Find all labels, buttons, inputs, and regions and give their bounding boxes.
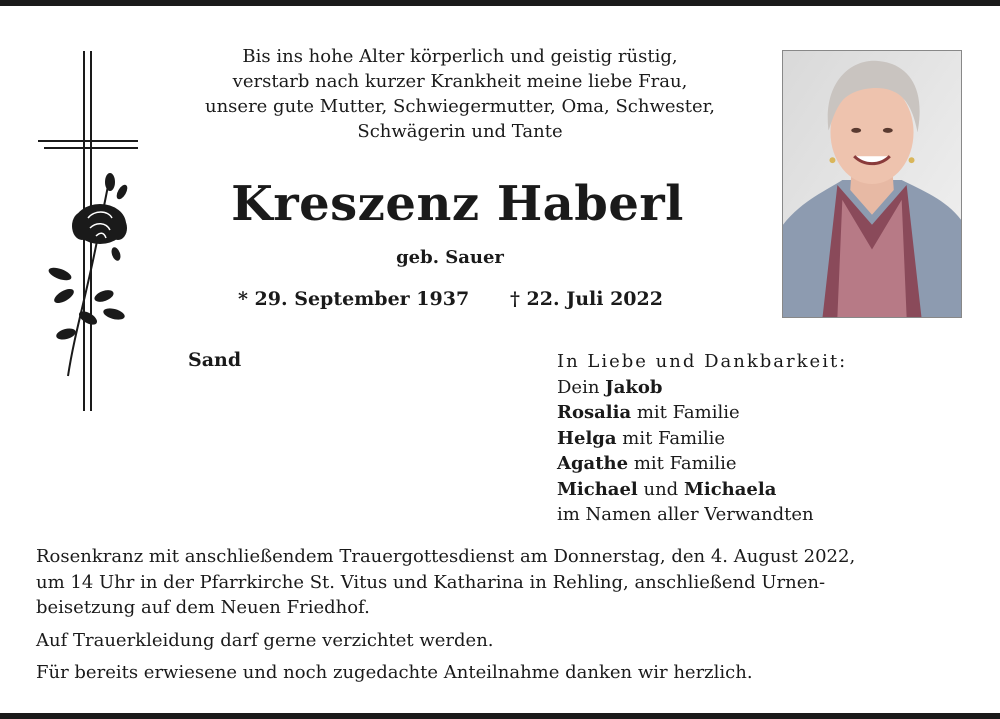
cross-with-rose-icon — [30, 46, 145, 416]
portrait-photo — [782, 50, 962, 318]
mourner-line — [557, 477, 847, 503]
mourner-line — [557, 451, 847, 477]
intro-line: Schwägerin und Tante — [357, 121, 563, 142]
service-line: beisetzung auf dem Neuen Friedhof. — [36, 597, 370, 618]
death-date: † 22. Juli 2022 — [510, 288, 663, 310]
maiden-name: geb. Sauer — [396, 247, 504, 268]
mourner-text: und — [643, 478, 679, 500]
mourner-name: Agathe — [557, 453, 629, 474]
mourner-line — [557, 426, 847, 452]
mourner-line — [557, 400, 847, 426]
service-line: Rosenkranz mit anschließendem Trauergottesdienst am Donnerstag, den 4. August 2022, — [36, 546, 856, 567]
mourners-list — [557, 349, 847, 528]
mourner-line: im Namen aller Verwandten — [557, 504, 814, 525]
intro-line: Bis ins hohe Alter körperlich und geistig rüstig, — [242, 46, 678, 67]
service-line: um 14 Uhr in der Pfarrkirche St. Vitus und Katharina in Rehling, anschließend Urnen- — [36, 571, 826, 593]
place-name: Sand — [188, 349, 242, 371]
thanks-heading: In Liebe und Dankbarkeit: — [557, 351, 848, 372]
mourner-text: mit Familie — [636, 402, 740, 423]
intro-line: verstarb nach kurzer Krankheit meine liebe Frau, — [232, 71, 688, 92]
mourner-name: Jakob — [605, 376, 663, 398]
mourner-name: Helga — [557, 427, 617, 449]
birth-date: * 29. September 1937 — [238, 288, 470, 310]
service-info — [36, 544, 976, 693]
service-paragraph — [36, 544, 976, 621]
mourner-name: Michaela — [683, 478, 777, 500]
intro-text — [180, 44, 740, 144]
deceased-name: Kreszenz Haberl — [231, 176, 684, 232]
gratitude-note: Für bereits erwiesene und noch zugedachte Anteilnahme danken wir herzlich. — [36, 662, 753, 683]
mourner-name: Rosalia — [557, 402, 632, 423]
mourner-text: mit Familie — [622, 427, 726, 449]
mourner-text: mit Familie — [633, 453, 737, 474]
intro-line: unsere gute Mutter, Schwiegermutter, Oma, Schwester, — [205, 96, 715, 117]
mourner-name: Michael — [557, 478, 638, 500]
mourner-text: Dein — [557, 376, 600, 398]
mourner-line — [557, 375, 847, 401]
clothing-note: Auf Trauerkleidung darf gerne verzichtet werden. — [36, 629, 494, 651]
